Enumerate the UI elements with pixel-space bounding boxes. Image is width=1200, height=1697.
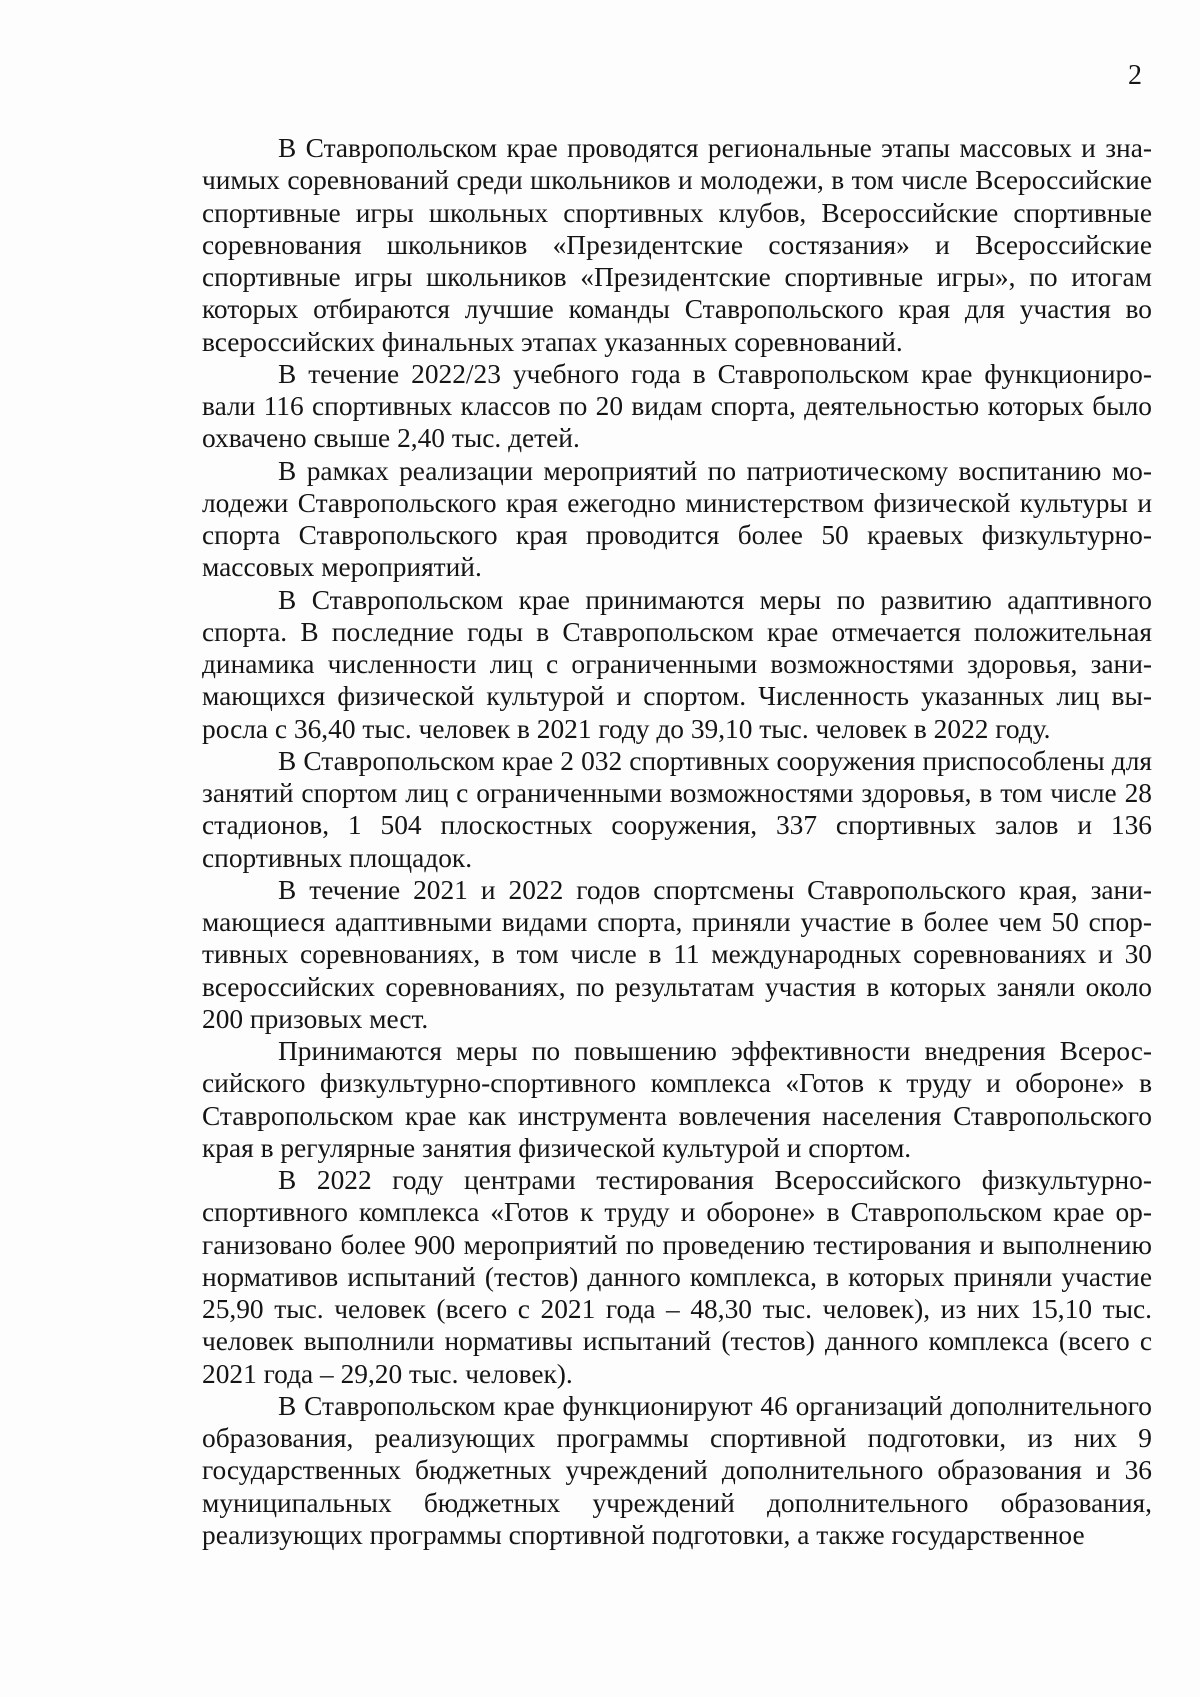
paragraph-gto-measures: Принимаются меры по повышению эффективности внедрения Всероссийского физкультурно-спортивного комплекса «Готов к труду и обороне» в Ставропольском крае как инструмента вовлечения населения Ставропольского края в регулярные занятия физической культурой и спортом. — [202, 1036, 1152, 1163]
page-number: 2 — [1128, 60, 1142, 91]
paragraph-sports-classes: В течение 2022/23 учебного года в Ставропольском крае функционировали 116 спортивных классов по 20 видам спорта, деятельностью которых было охвачено свыше 2,40 тыс. детей. — [202, 358, 1152, 454]
paragraph-adaptive-sport: В Ставропольском крае принимаются меры по развитию адаптивного спорта. В последние годы в Ставропольском крае отмечается положительная динамика численности лиц с ограниченными возможностями здоровья, занимающихся физической культурой и спортом. Численность указанных лиц выросла с 36,40 тыс. человек в 2021 году до 39,10 тыс. человек в 2022 году. — [202, 584, 1152, 744]
paragraph-patriotic-events: В рамках реализации мероприятий по патриотическому воспитанию молодежи Ставропольского края ежегодно министерством физической культуры и спорта Ставропольского края проводится более 50 краевых физкультурно-массовых мероприятий. — [202, 455, 1152, 583]
paragraph-additional-education: В Ставропольском крае функционируют 46 организаций дополнительного образования, реализующих программы спортивной подготовки, из них 9 государственных бюджетных учреждений дополнительного образования и 36 муниципальных бюджетных учреждений дополнительного образования, реализующих программы спортивной подготовки, а также государственное — [202, 1390, 1152, 1550]
paragraph-regional-competitions: В Ставропольском крае проводятся региональные этапы массовых и значимых соревнований среди школьников и молодежи, в том числе Всероссийские спортивные игры школьных спортивных клубов, Всероссийские спортивные соревнования школьников «Президентские состязания» и Всероссийские спортивные игры школьников «Президентские спортивные игры», по итогам которых отбираются лучшие команды Ставропольского края для участия во всероссийских финальных этапах указанных соревнований. — [202, 133, 1152, 357]
paragraph-adaptive-competitions: В течение 2021 и 2022 годов спортсмены Ставропольского края, занимающиеся адаптивными видами спорта, приняли участие в более чем 50 спортивных соревнованиях, в том числе в 11 международных соревнованиях и 30 всероссийских соревнованиях, по результатам участия в которых заняли около 200 призовых мест. — [202, 874, 1152, 1034]
document-body — [202, 132, 1152, 1551]
paragraph-adapted-facilities: В Ставропольском крае 2 032 спортивных сооружения приспособлены для занятий спортом лиц с ограниченными возможностями здоровья, в том числе 28 стадионов, 1 504 плоскостных сооружения, 337 спортивных залов и 136 спортивных площадок. — [202, 745, 1152, 873]
paragraph-gto-testing: В 2022 году центрами тестирования Всероссийского физкультурно-спортивного комплекса «Готов к труду и обороне» в Ставропольском крае организовано более 900 мероприятий по проведению тестирования и выполнению нормативов испытаний (тестов) данного комплекса, в которых приняли участие 25,90 тыс. человек (всего с 2021 года – 48,30 тыс. человек), из них 15,10 тыс. человек выполнили нормативы испытаний (тестов) данного комплекса (всего с 2021 года – 29,20 тыс. человек). — [202, 1165, 1152, 1389]
